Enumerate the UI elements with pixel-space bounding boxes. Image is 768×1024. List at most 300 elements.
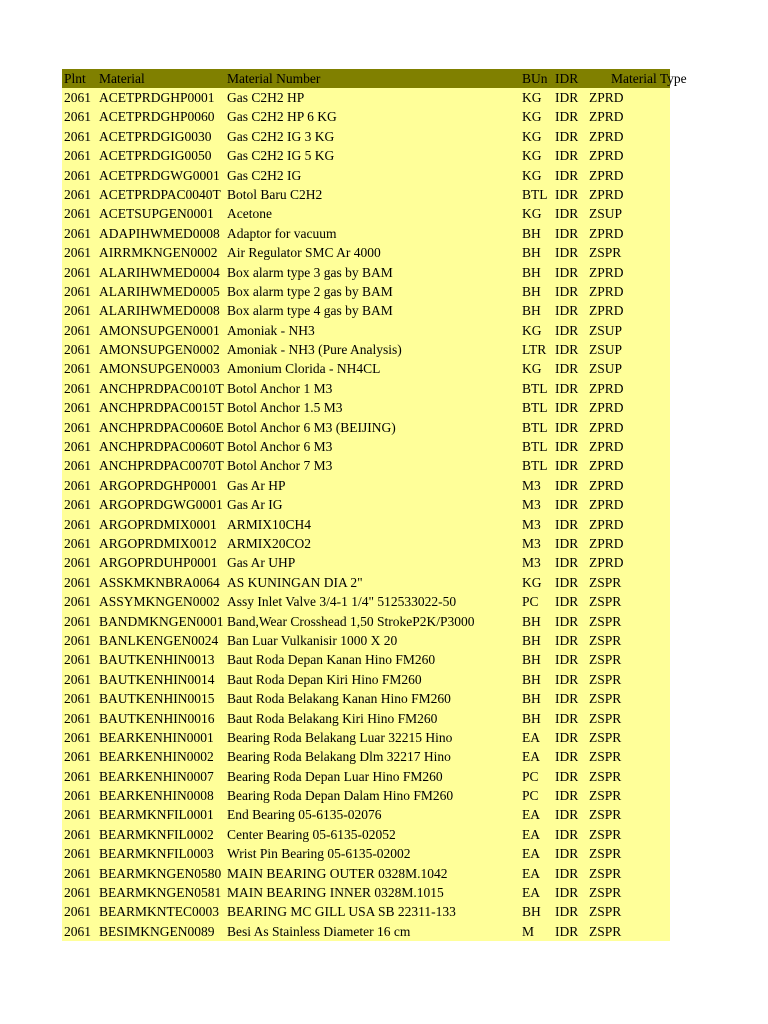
table-row — [62, 631, 670, 650]
cell-bun: BH — [522, 632, 541, 648]
cell-description: Center Bearing 05-6135-02052 — [227, 826, 396, 842]
cell-material-type: ZPRD — [589, 109, 624, 125]
table-header — [62, 69, 687, 88]
cell-description: Gas C2H2 HP — [227, 90, 305, 105]
cell-material: ARGOPRDMIX0001 — [99, 516, 217, 532]
cell-bun: M3 — [522, 555, 541, 571]
cell-currency: IDR — [555, 186, 579, 202]
table-row — [62, 689, 670, 708]
cell-material: BANLKENGEN0024 — [99, 632, 219, 648]
cell-material: BEARKENHIN0008 — [99, 788, 214, 804]
cell-currency: IDR — [555, 574, 579, 590]
table-row — [62, 398, 670, 417]
table-row — [62, 805, 670, 824]
cell-material: BAUTKENHIN0016 — [99, 710, 215, 726]
cell-material: BEARKENHIN0007 — [99, 768, 214, 784]
table-row — [62, 922, 670, 941]
cell-material: ASSYMKNGEN0002 — [99, 594, 220, 610]
cell-material: ARGOPRDUHP0001 — [99, 555, 218, 571]
table-row — [62, 864, 670, 883]
cell-plnt: 2061 — [64, 613, 91, 629]
table-row — [62, 146, 670, 165]
cell-material: ALARIHWMED0004 — [99, 264, 220, 280]
table-row — [62, 767, 670, 786]
cell-bun: BTL — [522, 458, 548, 474]
cell-material: ACETSUPGEN0001 — [99, 206, 214, 222]
cell-material-type: ZPRD — [589, 128, 624, 144]
cell-plnt: 2061 — [64, 342, 91, 358]
cell-material-type: ZSUP — [589, 361, 623, 377]
cell-description: Amoniak - NH3 (Pure Analysis) — [227, 342, 402, 358]
cell-plnt: 2061 — [64, 865, 91, 881]
cell-material-type: ZSPR — [589, 613, 622, 629]
cell-bun: EA — [522, 729, 540, 745]
cell-material-type: ZSPR — [589, 846, 622, 862]
cell-currency: IDR — [555, 400, 579, 416]
cell-material-type: ZPRD — [589, 148, 624, 164]
cell-plnt: 2061 — [64, 691, 91, 707]
cell-bun: KG — [522, 322, 542, 338]
table-row — [62, 107, 670, 126]
cell-material: ANCHPRDPAC0070T — [99, 458, 224, 474]
cell-bun: BTL — [522, 380, 548, 396]
cell-plnt: 2061 — [64, 303, 91, 319]
cell-plnt: 2061 — [64, 90, 91, 105]
cell-currency: IDR — [555, 904, 579, 920]
cell-description: Botol Anchor 1.5 M3 — [227, 400, 343, 416]
cell-description: Baut Roda Belakang Kiri Hino FM260 — [227, 710, 438, 726]
cell-currency: IDR — [555, 652, 579, 668]
cell-bun: KG — [522, 167, 542, 183]
cell-bun: M3 — [522, 477, 541, 493]
cell-description: Box alarm type 2 gas by BAM — [227, 283, 393, 299]
cell-plnt: 2061 — [64, 826, 91, 842]
cell-plnt: 2061 — [64, 535, 91, 551]
cell-description: ARMIX10CH4 — [227, 516, 312, 532]
cell-currency: IDR — [555, 458, 579, 474]
cell-material-type: ZPRD — [589, 535, 624, 551]
cell-material: AMONSUPGEN0001 — [99, 322, 220, 338]
cell-bun: BH — [522, 264, 541, 280]
cell-bun: EA — [522, 749, 540, 765]
cell-description: Baut Roda Depan Kanan Hino FM260 — [227, 652, 436, 668]
cell-description: Gas Ar IG — [227, 497, 283, 513]
cell-material: ARGOPRDGWG0001 — [99, 497, 223, 513]
cell-description: Botol Anchor 1 M3 — [227, 380, 333, 396]
cell-bun: M3 — [522, 497, 541, 513]
cell-material: BAUTKENHIN0015 — [99, 691, 215, 707]
cell-material-type: ZPRD — [589, 400, 624, 416]
cell-plnt: 2061 — [64, 361, 91, 377]
cell-plnt: 2061 — [64, 400, 91, 416]
cell-currency: IDR — [555, 206, 579, 222]
cell-description: Gas C2H2 IG — [227, 167, 302, 183]
cell-bun: KG — [522, 206, 542, 222]
cell-bun: KG — [522, 361, 542, 377]
cell-currency: IDR — [555, 632, 579, 648]
cell-plnt: 2061 — [64, 652, 91, 668]
cell-plnt: 2061 — [64, 245, 91, 261]
cell-currency: IDR — [555, 167, 579, 183]
header-plnt: Plnt — [64, 71, 86, 86]
cell-plnt: 2061 — [64, 516, 91, 532]
cell-bun: BH — [522, 652, 541, 668]
cell-plnt: 2061 — [64, 671, 91, 687]
cell-plnt: 2061 — [64, 439, 91, 455]
cell-material: AMONSUPGEN0002 — [99, 342, 220, 358]
cell-plnt: 2061 — [64, 322, 91, 338]
cell-description: Bearing Roda Depan Dalam Hino FM260 — [227, 788, 454, 804]
cell-bun: KG — [522, 128, 542, 144]
cell-material: ANCHPRDPAC0060E — [99, 419, 224, 435]
cell-material-type: ZSPR — [589, 245, 622, 261]
cell-description: Bearing Roda Belakang Luar 32215 Hino — [227, 729, 453, 745]
cell-description: Bearing Roda Belakang Dlm 32217 Hino — [227, 749, 451, 765]
table-row — [62, 844, 670, 863]
cell-bun: KG — [522, 109, 542, 125]
cell-plnt: 2061 — [64, 632, 91, 648]
cell-material-type: ZPRD — [589, 90, 624, 105]
cell-material-type: ZPRD — [589, 516, 624, 532]
cell-bun: M3 — [522, 516, 541, 532]
cell-plnt: 2061 — [64, 574, 91, 590]
cell-bun: BH — [522, 904, 541, 920]
cell-bun: BH — [522, 245, 541, 261]
cell-description: Gas C2H2 IG 3 KG — [227, 128, 335, 144]
cell-bun: EA — [522, 826, 540, 842]
table-row — [62, 88, 670, 107]
cell-currency: IDR — [555, 865, 579, 881]
cell-description: Gas C2H2 IG 5 KG — [227, 148, 335, 164]
cell-material-type: ZPRD — [589, 283, 624, 299]
cell-bun: M — [522, 923, 535, 939]
header-currency: IDR — [555, 71, 579, 86]
cell-plnt: 2061 — [64, 555, 91, 571]
cell-material: AMONSUPGEN0003 — [99, 361, 220, 377]
cell-material-type: ZSPR — [589, 885, 622, 901]
cell-bun: BH — [522, 283, 541, 299]
table-row — [62, 553, 670, 572]
cell-plnt: 2061 — [64, 109, 91, 125]
cell-material: ARGOPRDMIX0012 — [99, 535, 217, 551]
cell-material-type: ZSPR — [589, 691, 622, 707]
cell-material-type: ZSPR — [589, 923, 622, 939]
table-row — [62, 224, 670, 243]
cell-material-type: ZPRD — [589, 167, 624, 183]
header-material-number: Material Number — [227, 71, 321, 86]
cell-description: Amoniak - NH3 — [227, 322, 315, 338]
table-row — [62, 709, 670, 728]
table-row — [62, 495, 670, 514]
cell-material-type: ZSPR — [589, 865, 622, 881]
cell-description: Botol Anchor 6 M3 — [227, 439, 333, 455]
table-row — [62, 263, 670, 282]
cell-material: BEARMKNFIL0003 — [99, 846, 214, 862]
table-row — [62, 127, 670, 146]
cell-description: Bearing Roda Depan Luar Hino FM260 — [227, 768, 443, 784]
cell-description: Botol Anchor 7 M3 — [227, 458, 333, 474]
cell-material: BAUTKENHIN0013 — [99, 652, 215, 668]
cell-description: Assy Inlet Valve 3/4-1 1/4" 512533022-50 — [227, 594, 457, 610]
cell-material: ANCHPRDPAC0010T — [99, 380, 224, 396]
cell-plnt: 2061 — [64, 594, 91, 610]
cell-currency: IDR — [555, 109, 579, 125]
cell-description: Adaptor for vacuum — [227, 225, 337, 241]
cell-plnt: 2061 — [64, 885, 91, 901]
cell-currency: IDR — [555, 148, 579, 164]
cell-currency: IDR — [555, 322, 579, 338]
table-row — [62, 243, 670, 262]
cell-material-type: ZSPR — [589, 671, 622, 687]
table-row — [62, 359, 670, 378]
table-row — [62, 476, 670, 495]
cell-material: BEARKENHIN0002 — [99, 749, 214, 765]
cell-material: AIRRMKNGEN0002 — [99, 245, 218, 261]
cell-currency: IDR — [555, 516, 579, 532]
cell-material: BEARKENHIN0001 — [99, 729, 214, 745]
cell-bun: BH — [522, 225, 541, 241]
table-row — [62, 612, 670, 631]
cell-currency: IDR — [555, 826, 579, 842]
cell-material: BAUTKENHIN0014 — [99, 671, 215, 687]
cell-bun: PC — [522, 594, 539, 610]
cell-currency: IDR — [555, 419, 579, 435]
cell-currency: IDR — [555, 594, 579, 610]
cell-plnt: 2061 — [64, 206, 91, 222]
cell-currency: IDR — [555, 439, 579, 455]
cell-material: ARGOPRDGHP0001 — [99, 477, 218, 493]
cell-description: Band,Wear Crosshead 1,50 StrokeP2K/P3000 — [227, 613, 475, 629]
cell-material-type: ZSPR — [589, 788, 622, 804]
cell-bun: BTL — [522, 419, 548, 435]
cell-bun: BH — [522, 710, 541, 726]
table-row — [62, 592, 670, 611]
cell-description: MAIN BEARING OUTER 0328M.1042 — [227, 865, 448, 881]
cell-bun: EA — [522, 885, 540, 901]
cell-description: Baut Roda Belakang Kanan Hino FM260 — [227, 691, 451, 707]
cell-material-type: ZSPR — [589, 807, 622, 823]
cell-description: Acetone — [227, 206, 272, 222]
cell-plnt: 2061 — [64, 729, 91, 745]
cell-material-type: ZPRD — [589, 186, 624, 202]
cell-currency: IDR — [555, 380, 579, 396]
cell-material: ANCHPRDPAC0015T — [99, 400, 224, 416]
cell-plnt: 2061 — [64, 458, 91, 474]
cell-material: ACETPRDGIG0050 — [99, 148, 212, 164]
cell-plnt: 2061 — [64, 148, 91, 164]
cell-currency: IDR — [555, 807, 579, 823]
cell-description: ARMIX20CO2 — [227, 535, 312, 551]
cell-description: Botol Anchor 6 M3 (BEIJING) — [227, 419, 396, 435]
cell-material: BEARMKNGEN0581 — [99, 885, 222, 901]
cell-plnt: 2061 — [64, 477, 91, 493]
cell-material: BANDMKNGEN0001 — [99, 613, 224, 629]
table-row — [62, 204, 670, 223]
cell-material-type: ZSPR — [589, 749, 622, 765]
cell-material: ANCHPRDPAC0060T — [99, 439, 224, 455]
cell-plnt: 2061 — [64, 128, 91, 144]
cell-material: ACETPRDGWG0001 — [99, 167, 220, 183]
cell-bun: BTL — [522, 400, 548, 416]
table-row — [62, 883, 670, 902]
cell-currency: IDR — [555, 225, 579, 241]
cell-plnt: 2061 — [64, 225, 91, 241]
header-material: Material — [99, 71, 145, 86]
cell-description: Box alarm type 4 gas by BAM — [227, 303, 393, 319]
cell-material: ASSKMKNBRA0064 — [99, 574, 220, 590]
cell-plnt: 2061 — [64, 283, 91, 299]
cell-material-type: ZSPR — [589, 768, 622, 784]
table-row — [62, 301, 670, 320]
table-body — [62, 88, 670, 941]
cell-plnt: 2061 — [64, 497, 91, 513]
cell-plnt: 2061 — [64, 186, 91, 202]
cell-currency: IDR — [555, 555, 579, 571]
table-row — [62, 573, 670, 592]
cell-description: Box alarm type 3 gas by BAM — [227, 264, 393, 280]
cell-currency: IDR — [555, 128, 579, 144]
cell-currency: IDR — [555, 768, 579, 784]
cell-material: ACETPRDGHP0001 — [99, 90, 215, 105]
cell-bun: PC — [522, 768, 539, 784]
cell-bun: M3 — [522, 535, 541, 551]
table-row — [62, 282, 670, 301]
cell-material-type: ZSPR — [589, 594, 622, 610]
cell-description: Besi As Stainless Diameter 16 cm — [227, 923, 411, 939]
cell-plnt: 2061 — [64, 788, 91, 804]
cell-description: Botol Baru C2H2 — [227, 186, 323, 202]
cell-material-type: ZSPR — [589, 826, 622, 842]
cell-currency: IDR — [555, 535, 579, 551]
cell-plnt: 2061 — [64, 749, 91, 765]
cell-material-type: ZSPR — [589, 574, 622, 590]
cell-bun: EA — [522, 865, 540, 881]
cell-currency: IDR — [555, 342, 579, 358]
table-row — [62, 418, 670, 437]
cell-currency: IDR — [555, 90, 579, 105]
cell-bun: EA — [522, 807, 540, 823]
cell-currency: IDR — [555, 710, 579, 726]
cell-bun: BH — [522, 613, 541, 629]
cell-plnt: 2061 — [64, 846, 91, 862]
cell-material-type: ZPRD — [589, 380, 624, 396]
header-bun: BUn — [522, 71, 548, 86]
table-row — [62, 747, 670, 766]
table-row — [62, 728, 670, 747]
cell-bun: BH — [522, 303, 541, 319]
cell-material-type: ZSPR — [589, 632, 622, 648]
cell-material-type: ZPRD — [589, 225, 624, 241]
cell-bun: PC — [522, 788, 539, 804]
cell-material: ALARIHWMED0008 — [99, 303, 220, 319]
cell-material: BEARMKNTEC0003 — [99, 904, 220, 920]
table-row — [62, 670, 670, 689]
cell-material-type: ZPRD — [589, 497, 624, 513]
cell-material-type: ZPRD — [589, 303, 624, 319]
cell-plnt: 2061 — [64, 167, 91, 183]
cell-currency: IDR — [555, 303, 579, 319]
material-table — [62, 69, 687, 941]
cell-material-type: ZSUP — [589, 206, 623, 222]
cell-material-type: ZSPR — [589, 729, 622, 745]
cell-plnt: 2061 — [64, 264, 91, 280]
cell-bun: BTL — [522, 186, 548, 202]
cell-description: AS KUNINGAN DIA 2" — [227, 574, 363, 590]
cell-bun: KG — [522, 90, 542, 105]
cell-plnt: 2061 — [64, 768, 91, 784]
cell-material: ACETPRDGHP0060 — [99, 109, 215, 125]
cell-bun: EA — [522, 846, 540, 862]
cell-material-type: ZPRD — [589, 555, 624, 571]
table-row — [62, 650, 670, 669]
cell-material-type: ZPRD — [589, 439, 624, 455]
cell-description: Air Regulator SMC Ar 4000 — [227, 245, 381, 261]
cell-bun: LTR — [522, 342, 547, 358]
cell-material-type: ZSPR — [589, 904, 622, 920]
cell-bun: KG — [522, 574, 542, 590]
cell-description: MAIN BEARING INNER 0328M.1015 — [227, 885, 444, 901]
table-row — [62, 437, 670, 456]
cell-plnt: 2061 — [64, 710, 91, 726]
table-row — [62, 379, 670, 398]
cell-material-type: ZSUP — [589, 322, 623, 338]
table-row — [62, 534, 670, 553]
cell-bun: BH — [522, 671, 541, 687]
cell-description: BEARING MC GILL USA SB 22311-133 — [227, 904, 456, 920]
table-row — [62, 825, 670, 844]
cell-material: ALARIHWMED0005 — [99, 283, 220, 299]
cell-description: Gas Ar HP — [227, 477, 286, 493]
cell-bun: KG — [522, 148, 542, 164]
cell-description: Baut Roda Depan Kiri Hino FM260 — [227, 671, 422, 687]
cell-material: BEARMKNGEN0580 — [99, 865, 222, 881]
cell-currency: IDR — [555, 497, 579, 513]
cell-currency: IDR — [555, 264, 579, 280]
cell-material-type: ZPRD — [589, 458, 624, 474]
cell-description: Amonium Clorida - NH4CL — [227, 361, 381, 377]
cell-plnt: 2061 — [64, 923, 91, 939]
cell-plnt: 2061 — [64, 419, 91, 435]
cell-material: BEARMKNFIL0001 — [99, 807, 214, 823]
cell-currency: IDR — [555, 729, 579, 745]
cell-material: BESIMKNGEN0089 — [99, 923, 215, 939]
table-row — [62, 340, 670, 359]
cell-currency: IDR — [555, 477, 579, 493]
cell-material: BEARMKNFIL0002 — [99, 826, 214, 842]
table-row — [62, 786, 670, 805]
cell-currency: IDR — [555, 885, 579, 901]
cell-bun: BTL — [522, 439, 548, 455]
cell-bun: BH — [522, 691, 541, 707]
table-row — [62, 456, 670, 475]
cell-description: Gas Ar UHP — [227, 555, 296, 571]
cell-currency: IDR — [555, 283, 579, 299]
cell-currency: IDR — [555, 691, 579, 707]
cell-material-type: ZSPR — [589, 652, 622, 668]
cell-currency: IDR — [555, 671, 579, 687]
cell-currency: IDR — [555, 788, 579, 804]
table-row — [62, 166, 670, 185]
cell-material: ADAPIHWMED0008 — [99, 225, 220, 241]
cell-description: End Bearing 05-6135-02076 — [227, 807, 382, 823]
table-row — [62, 321, 670, 340]
cell-currency: IDR — [555, 749, 579, 765]
cell-material: ACETPRDGIG0030 — [99, 128, 212, 144]
cell-currency: IDR — [555, 613, 579, 629]
cell-description: Gas C2H2 HP 6 KG — [227, 109, 337, 125]
cell-material-type: ZPRD — [589, 419, 624, 435]
table-row — [62, 185, 670, 204]
